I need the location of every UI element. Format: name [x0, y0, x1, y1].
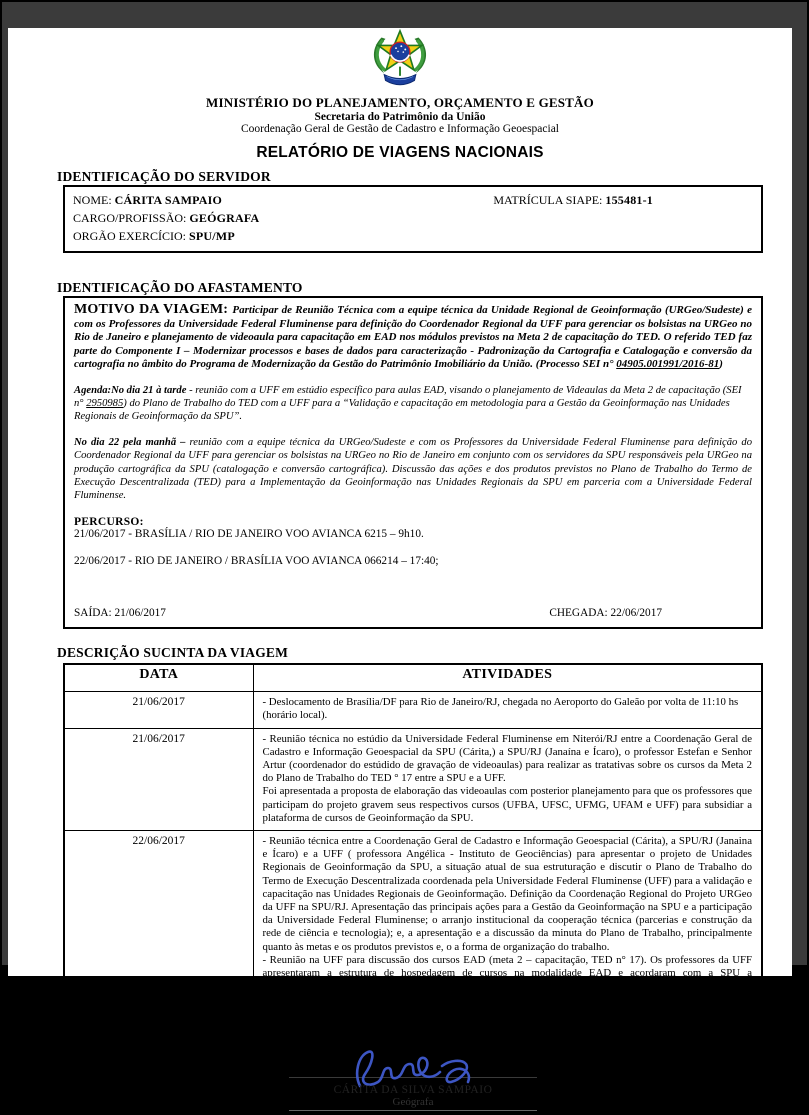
- afastamento-section-heading: IDENTIFICAÇÃO DO AFASTAMENTO: [57, 280, 303, 295]
- secretariat-name: Secretaria do Patrimônio da União: [314, 111, 486, 123]
- date-cell: 21/06/2017: [64, 692, 253, 728]
- place-date: Brasília-DF, 23/06/2017: [138, 1058, 253, 1071]
- table-header-row: [64, 664, 762, 692]
- servidor-matricula: MATRÍCULA SIAPE: 155481-1: [493, 193, 653, 207]
- coordination-name: Coordenação Geral de Gestão de Cadastro e Informação Geoespacial: [240, 123, 560, 135]
- document-title: RELATÓRIO DE VIAGENS NACIONAIS: [256, 144, 544, 161]
- percurso-block: [74, 516, 752, 567]
- brazil-coat-of-arms-icon: [367, 28, 433, 92]
- percurso-label: PERCURSO:: [74, 516, 144, 529]
- signature-block: [283, 1077, 543, 1111]
- annex-note: (ANEXO I –RECIBO – BILHETES DE PASSAGENS;): [369, 1026, 646, 1039]
- agenda-paragraph: Agenda:No dia 21 à tarde - reunião com a UFF em estúdio específico para aulas EAD, visando o planejamento de Videaulas da Meta 2 de capacitação (SEI n° 2950985) do Plano de Trabalho do TED com a UFF para a “Validação e capacitação em metodologia para a Gestão da Geoinformação nas Unidades Regionais de Geoinformação da SPU”.: [74, 384, 742, 422]
- activities-cell: - Deslocamento de Brasília/DF para Rio de Janeiro/RJ, chegada no Aeroporto do Galeão por volta de 11:10 hs (horário local).: [253, 692, 762, 728]
- column-header-data: DATA: [64, 664, 253, 692]
- activities-cell: - Reunião técnica no estúdio da Universidade Federal Fluminense em Niterói/RJ entre a Coordenação Geral de Cadastro e Informação Geoespacial da SPU (Cárita,) a SPU/RJ (Janaína e Ícaro), o professor Estefan e Senhor Artur (coordenador do estúdido de gravação de videoaulas) para realizar as tratativas sobre os cursos da Meta 2 do Plano de Trabalho do TED ° 17 entre a SPU e a UFF. Foi apresentada a proposta de elaboração das videoaulas com posterior planejamento para que os professores que participam do projeto gravem seus respectivos cursos (UFBA, UFSC, UFMG, UFAM e UFF) para subsidiar a plataforma de cursos de Geoinformação da SPU.: [253, 728, 762, 830]
- saida-field: SAÍDA: 21/06/2017: [74, 607, 166, 620]
- table-row: [64, 692, 762, 728]
- date-cell: 22/06/2017: [64, 830, 253, 998]
- afastamento-box: [63, 296, 763, 629]
- document-page: [8, 28, 792, 1108]
- motivo-label: MOTIVO DA VIAGEM:: [74, 302, 233, 317]
- percurso-flight-1: 21/06/2017 - BRASÍLIA / RIO DE JANEIRO VOO AVIANCA 6215 – 9h10.: [74, 528, 424, 541]
- agenda-sei-number: 2950985: [86, 397, 124, 409]
- servidor-nome: NOME: CÁRITA SAMPAIO: [73, 193, 223, 207]
- activities-cell: - Retorno para Brasília às 17:40, com chegada por volta de 21h30 (horário local) do dia 22 de junho de 2017. (ANEXO I –RECIBO – BILHETES DE PASSAGENS;): [253, 999, 762, 1055]
- signature-line: [289, 1110, 537, 1111]
- table-row: [64, 830, 762, 998]
- motivo-paragraph: MOTIVO DA VIAGEM: Participar de Reunião Técnica com a equipe técnica da Unidade Regional de Geoinformação (URGeo/Sudeste) e com os Professores da Universidade Federal Fluminense para definição do Coordenador Regional da UFF para gerenciar os bolsistas na URGeo no Rio de Janeiro e planejamento de videoaula para capacitação em EAD nos módulos previstos na Meta 2 de capacitação do TED. O referido TED faz parte do Componente I – Modernizar processos e bases de dados para caracterização - Padronização da Cartografia e Catalogação e conversão da cartografia no âmbito do Programa de Modernização da Gestão do Patrimônio Imobiliário da União. (Processo SEI n° 04905.001991/2016-81): [74, 302, 752, 370]
- signer-role: Geógrafa: [392, 1095, 434, 1108]
- activities-cell: - Reunião técnica entre a Coordenação Geral de Cadastro e Informação Geoespacial (Cárita), a SPU/RJ (Janaina e Ícaro) e a UFF ( professora Angélica - Instituto de Geociências) para apresentar o projeto de Unidades Regionais de Geoinformação da SPU, a situação atual de sua estruturação e discutir o Plano de Trabalho do Termo de Execução Descentralizada coordenada pela Universidade Federal Fluminense (UFF) para a validação e capacitação nas Unidades Regionais de Geoinformação. Definição da Coordenação Regional do Projeto URGeo da UFF na SPU/RJ. Apresentação das principais ações para a Gestão da Geoinformação na SPU e a participação da Universidade Federal Fluminense; o arranjo institucional da cooperação técnica (parcerias e construção da rede de ciência e tecnologia); e, a apresentação e a discussão da minuta do Plano de Trabalho, principalmente quanto às metas e os produtos previstos e, o a forma de organização do trabalho. - Reunião na UFF para discussão dos cursos EAD (meta 2 – capacitação, TED n° 17). Os professores da UFF apresentaram a estrutura de hospedagem de cursos na modalidade EAD e acordaram com a SPU a implementação dos mesmos na UFF.: [253, 830, 762, 998]
- trip-activities-table: [63, 663, 763, 1114]
- date-cell: 22/06/2017: [64, 999, 253, 1055]
- signature-row: [64, 1055, 762, 1114]
- ministry-name: MINISTÉRIO DO PLANEJAMENTO, ORÇAMENTO E GESTÃO: [206, 95, 594, 110]
- signer-name: CÁRITA DA SILVA SAMPAIO: [333, 1083, 493, 1096]
- percurso-flight-2: 22/06/2017 - RIO DE JANEIRO / BRASÍLIA VOO AVIANCA 066214 – 17:40;: [74, 555, 439, 568]
- servidor-section-heading: IDENTIFICAÇÃO DO SERVIDOR: [57, 169, 271, 184]
- processo-sei-number: 04905.001991/2016-81: [616, 358, 720, 370]
- table-row: [64, 728, 762, 830]
- servidor-orgao: ORGÃO EXERCÍCIO: SPU/MP: [73, 229, 235, 243]
- column-header-atividades: ATIVIDADES: [253, 664, 762, 692]
- date-cell: 21/06/2017: [64, 728, 253, 830]
- chegada-field: CHEGADA: 22/06/2017: [549, 607, 662, 620]
- descricao-section-heading: DESCRIÇÃO SUCINTA DA VIAGEM: [57, 645, 289, 661]
- servidor-cargo: CARGO/PROFISSÃO: GEÓGRAFA: [73, 211, 260, 225]
- servidor-box: [63, 185, 763, 253]
- day22-paragraph: No dia 22 pela manhã – reunião com a equipe técnica da URGeo/Sudeste e com os Professores da Universidade Federal Fluminense para definição do Coordenador Regional da UFF para gerenciar os bolsistas na URGeo no Rio de Janeiro em conjunto com os servidores da SPU responsáveis pela URGeo na produção cartográfica da SPU (catalogação e conversão cartográfica). Discussão das ações e dos produtos previstos no Plano de Trabalho do Termo de Execução Descentralizada (TED) para a Implementação da Geoinformação nas Unidades Regionais da SPU em parceria com a Universidade Federal Fluminense.: [74, 437, 752, 501]
